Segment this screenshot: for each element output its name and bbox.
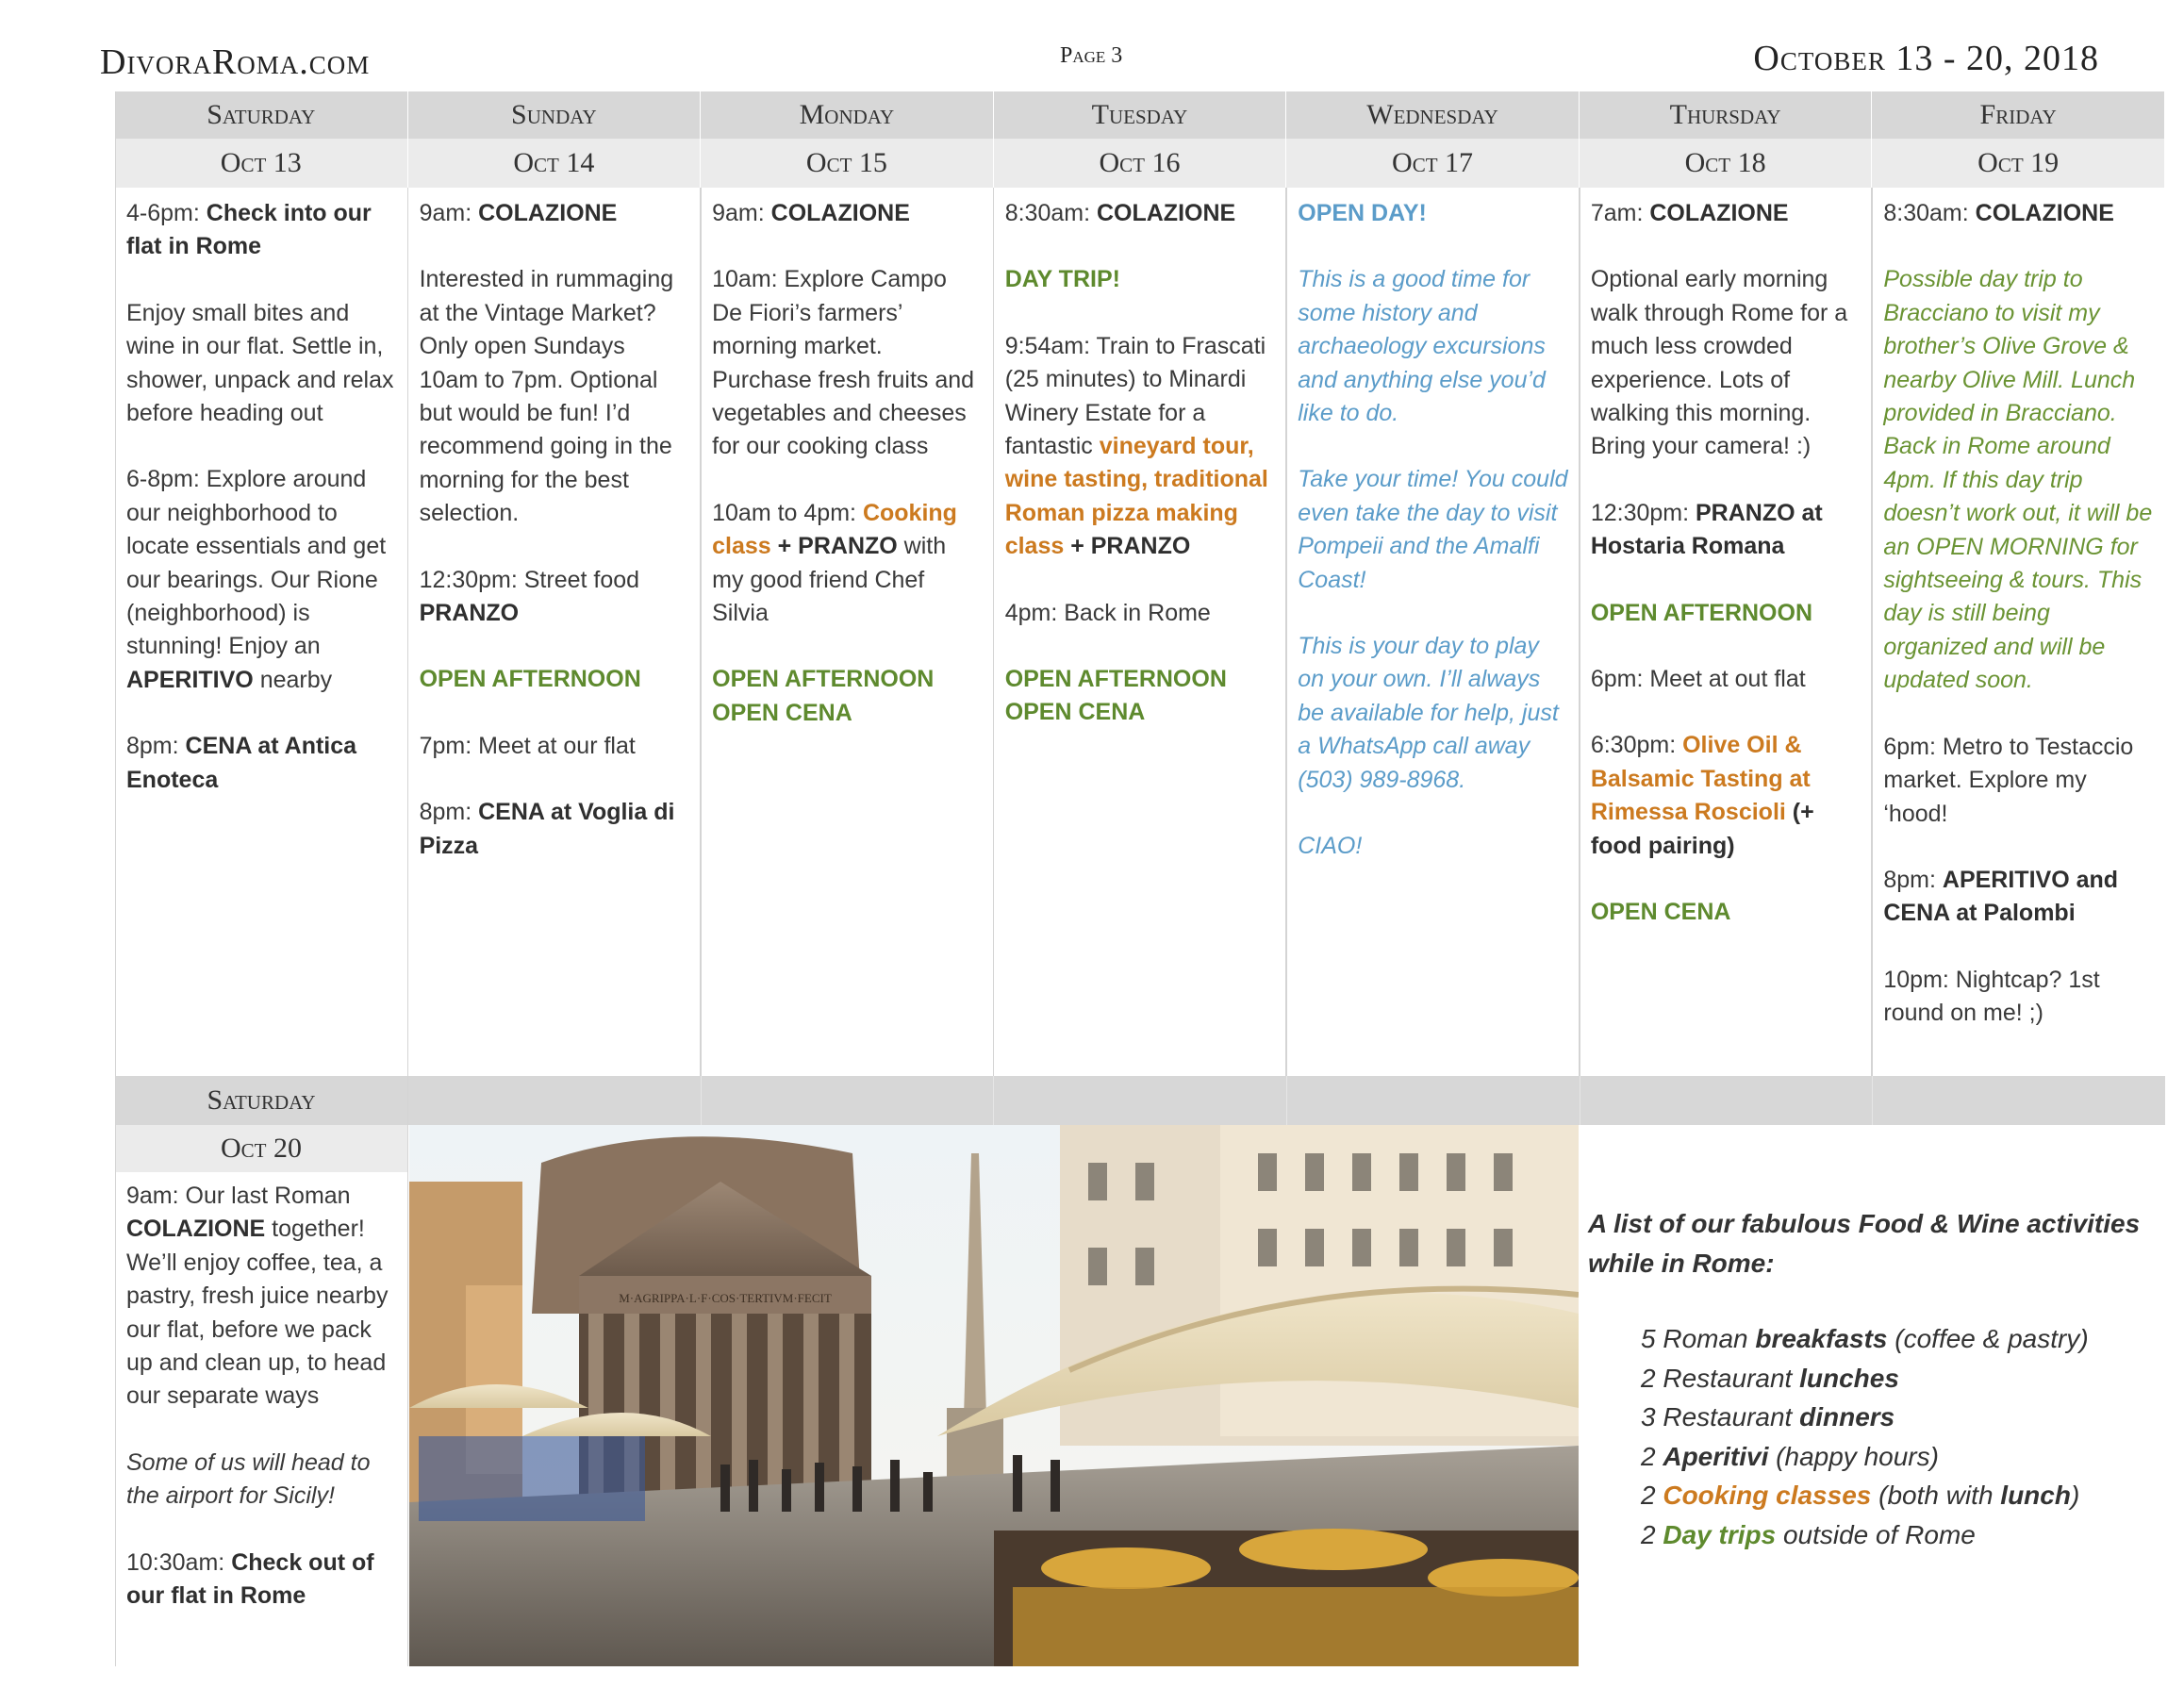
schedule-entry: 8:30am: COLAZIONE [1883, 200, 2114, 226]
open-afternoon-label: OPEN AFTERNOON [1004, 666, 1227, 693]
date-header: Oct 16 [994, 139, 1287, 188]
weekday-header: Saturday [207, 1084, 316, 1116]
schedule-note: Possible day trip to Bracciano to visit my brother’s Olive Grove & nearby Olive Mill. Lunch provided in Bracciano. Back in Rome around 4pm. If this day trip doesn’t work out, it will be an OPEN MORNING for sightseeing & tours. This day is still being organized and will be updated soon. [1883, 266, 2153, 694]
summary-item: 3 Restaurant dinners [1641, 1402, 1895, 1431]
schedule-note: Some of us will head to the airport for Sicily! [126, 1448, 371, 1510]
schedule-note: This is a good time for some history and archaeology excursions and anything else you’d like to do. [1298, 266, 1546, 427]
schedule-entry: 9:54am: Train to Frascati (25 minutes) to Minardi Winery Estate for a fantastic vineyard tour, wine tasting, traditional Roman pizza making class + PRANZO [1004, 332, 1268, 560]
summary-item: 2 Cooking classes (both with lunch) [1641, 1481, 2080, 1510]
weekday-header: Tuesday [994, 91, 1287, 139]
schedule-entry: 8pm: CENA at Antica Enoteca [126, 733, 357, 793]
schedule-entry: 9am: Our last Roman COLAZIONE together! We’ll enjoy coffee, tea, a pastry, fresh juice nearby our flat, before we pack up and clean up, to head our separate ways [126, 1183, 389, 1410]
date-range: October 13 - 20, 2018 [1753, 39, 2099, 78]
open-cena-label: OPEN CENA [712, 699, 852, 726]
open-cena-label: OPEN CENA [1004, 699, 1146, 726]
itinerary-grid [115, 91, 2165, 1666]
schedule-entry: 6:30pm: Olive Oil & Balsamic Tasting at Rimessa Roscioli (+ food pairing) [1590, 732, 1814, 859]
day-cell-oct-20 [115, 1172, 407, 1646]
schedule-note: Take your time! You could even take the day to visit Pompeii and the Amalfi Coast! [1298, 466, 1568, 593]
pantheon-photo [409, 1125, 1579, 1666]
schedule-entry: Interested in rummaging at the Vintage Market? Only open Sundays 10am to 7pm. Optional but would be fun! I’d recommend going in the morning for the best selection. [419, 266, 674, 527]
weekday-header: Saturday [115, 91, 408, 139]
schedule-entry: 9am: COLAZIONE [712, 200, 910, 226]
summary-list [1588, 1319, 2154, 1554]
schedule-row [115, 188, 2165, 1076]
schedule-note: This is your day to play on your own. I’ll always be available for help, just a WhatsApp call away (503) 989-8968. [1298, 633, 1559, 793]
open-afternoon-label: OPEN AFTERNOON [712, 666, 935, 693]
open-day-label: OPEN DAY! [1298, 200, 1427, 226]
date-header: Oct 19 [1872, 139, 2165, 188]
schedule-entry: 6-8pm: Explore around our neighborhood to locate essentials and get our bearings. Our Rione (neighborhood) is stunning! Enjoy an APERITIVO nearby [126, 466, 387, 693]
schedule-entry: 10am: Explore Campo De Fiori’s farmers’ morning market. Purchase fresh fruits and vegetables and cheeses for our cooking class [712, 266, 975, 460]
schedule-entry: 7am: COLAZIONE [1590, 200, 1789, 226]
date-header-row [115, 139, 2165, 188]
weekday-header-row-2 [115, 1076, 2165, 1125]
open-afternoon-label: OPEN AFTERNOON [1590, 599, 1813, 626]
schedule-entry: 9am: COLAZIONE [419, 200, 618, 226]
open-cena-label: OPEN CENA [1590, 899, 1731, 926]
schedule-entry: 10pm: Nightcap? 1st round on me! ;) [1883, 966, 2100, 1027]
schedule-entry: 7pm: Meet at our flat [419, 732, 636, 759]
schedule-entry: 10am to 4pm: Cooking class + PRANZO with my good friend Chef Silvia [712, 499, 957, 627]
day-cell-oct-16 [994, 188, 1287, 1076]
day-cell-oct-17 [1286, 188, 1580, 1076]
summary-item: 2 Restaurant lunches [1641, 1363, 1899, 1393]
weekday-header: Friday [1872, 91, 2165, 139]
page-number: Page 3 [1060, 43, 1123, 68]
weekday-header: Wednesday [1286, 91, 1580, 139]
day-cell-oct-13 [115, 188, 408, 1076]
summary-title: A list of our fabulous Food & Wine activities while in Rome: [1588, 1209, 2141, 1278]
weekday-header: Sunday [408, 91, 702, 139]
date-header: Oct 20 [115, 1125, 407, 1172]
weekday-header-row [115, 91, 2165, 139]
schedule-entry: Optional early morning walk through Rome for a much less crowded experience. Lots of walking this morning. Bring your camera! :) [1590, 266, 1848, 460]
schedule-entry: Enjoy small bites and wine in our flat. Settle in, shower, unpack and relax before heading out [126, 299, 394, 427]
pantheon-inscription: M·AGRIPPA·L·F·COS·TERTIVM·FECIT [619, 1291, 832, 1305]
summary-item: 5 Roman breakfasts (coffee & pastry) [1641, 1324, 2089, 1353]
summary-item: 2 Day trips outside of Rome [1641, 1519, 1976, 1549]
activities-summary [1588, 1204, 2154, 1554]
day-cell-oct-15 [701, 188, 994, 1076]
schedule-entry: 8:30am: COLAZIONE [1004, 200, 1236, 226]
schedule-entry: 6pm: Meet at out flat [1590, 666, 1806, 693]
schedule-entry: 12:30pm: Street food PRANZO [419, 566, 640, 627]
schedule-entry: 4-6pm: Check into our flat in Rome [126, 200, 372, 260]
weekday-header: Thursday [1580, 91, 1873, 139]
schedule-note: CIAO! [1298, 833, 1363, 860]
schedule-entry: 12:30pm: PRANZO at Hostaria Romana [1590, 499, 1823, 560]
schedule-entry: 10:30am: Check out of our flat in Rome [126, 1548, 374, 1610]
day-cell-oct-14 [408, 188, 702, 1076]
schedule-entry: 6pm: Metro to Testaccio market. Explore my ‘hood! [1883, 733, 2134, 827]
day-cell-oct-18 [1580, 188, 1873, 1076]
date-header: Oct 15 [701, 139, 994, 188]
schedule-entry: 8pm: APERITIVO and CENA at Palombi [1883, 866, 2119, 927]
date-header: Oct 18 [1580, 139, 1873, 188]
weekday-header: Monday [701, 91, 994, 139]
day-cell-oct-19 [1872, 188, 2165, 1076]
date-header: Oct 17 [1286, 139, 1580, 188]
day-trip-label: DAY TRIP! [1004, 266, 1120, 293]
summary-item: 2 Aperitivi (happy hours) [1641, 1441, 1939, 1471]
schedule-entry: 8pm: CENA at Voglia di Pizza [419, 799, 675, 859]
date-header: Oct 13 [115, 139, 408, 188]
site-name: DivoraRoma.com [100, 42, 371, 82]
schedule-entry: 4pm: Back in Rome [1004, 599, 1211, 626]
open-afternoon-label: OPEN AFTERNOON [419, 666, 641, 693]
date-header: Oct 14 [408, 139, 702, 188]
